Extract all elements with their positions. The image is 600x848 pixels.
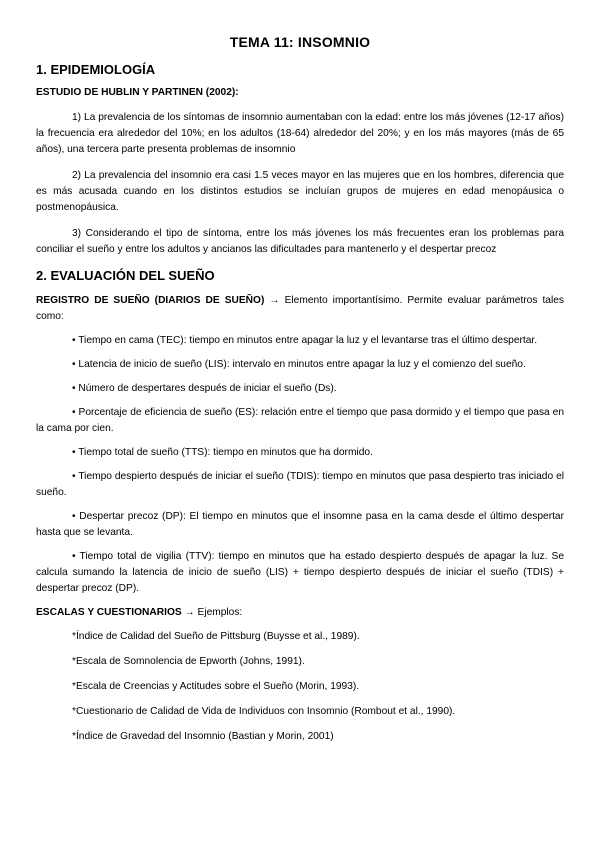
sleep-parameter-bullet: • Despertar precoz (DP): El tiempo en minutos que el insomne pasa en la cama desde el último despertar hasta que se levanta.: [36, 511, 564, 538]
registro-text: → Elemento importantísimo. Permite evaluar parámetros tales como:: [36, 295, 564, 322]
scale-list-item: *Escala de Creencias y Actitudes sobre el Sueño (Morin, 1993).: [72, 681, 360, 692]
sleep-parameter-bullet: • Latencia de inicio de sueño (LIS): intervalo en minutos entre apagar la luz y el comienzo del sueño.: [72, 359, 526, 370]
sleep-parameter-bullet: • Tiempo total de vigilia (TTV): tiempo en minutos que ha estado despierto después de apagar la luz. Se calcula sumando la latencia de inicio de sueño (LIS) + tiempo despierto después de iniciar el sueño (TDIS) + despertar precoz (DP).: [36, 551, 564, 594]
scale-list-item: *Índice de Gravedad del Insomnio (Bastian y Morin, 2001): [72, 731, 334, 742]
escalas-paragraph: [36, 605, 564, 621]
scale-list-item: *Escala de Somnolencia de Epworth (Johns, 1991).: [72, 656, 305, 667]
document-title: TEMA 11: INSOMNIO: [229, 34, 371, 50]
sleep-parameter-bullet: • Porcentaje de eficiencia de sueño (ES): relación entre el tiempo que pasa dormido y el tiempo que pasa en la cama por cien.: [36, 407, 564, 434]
section-heading-epidemiologia: 1. EPIDEMIOLOGÍA: [36, 62, 156, 77]
study-subheading: ESTUDIO DE HUBLIN Y PARTINEN (2002):: [36, 87, 239, 98]
registro-paragraph: [36, 293, 564, 325]
epidemiology-paragraph-1: 1) La prevalencia de los síntomas de insomnio aumentaban con la edad: entre los más jóvenes (12-17 años) la frecuencia era alrededor del 10%; en los adultos (18-64) alrededor del 20%; y en los más mayores (más de 65 años), una tercera parte presenta problemas de insomnio: [36, 112, 564, 155]
epidemiology-paragraph-3: 3) Considerando el tipo de síntoma, entre los más jóvenes los más frecuentes eran los problemas para conciliar el sueño y entre los adultos y ancianos las dificultades para mantenerlo y el despertar precoz: [36, 228, 564, 255]
document-page: [36, 34, 564, 754]
scale-list-item: *Índice de Calidad del Sueño de Pittsburg (Buysse et al., 1989).: [72, 631, 360, 642]
registro-label: REGISTRO DE SUEÑO (DIARIOS DE SUEÑO): [36, 295, 265, 306]
sleep-parameter-bullet: • Tiempo en cama (TEC): tiempo en minutos entre apagar la luz y el levantarse tras el último despertar.: [72, 335, 538, 346]
epidemiology-paragraph-2: 2) La prevalencia del insomnio era casi 1.5 veces mayor en las mujeres que en los hombres, diferencia que es más acusada cuando en los distintos estudios se incluían grupos de mujeres en edad menopáusica o postmenopáusica.: [36, 170, 564, 213]
scale-list-item: *Cuestionario de Calidad de Vida de Individuos con Insomnio (Rombout et al., 1990).: [72, 706, 456, 717]
sleep-parameter-bullet: • Número de despertares después de iniciar el sueño (Ds).: [72, 383, 337, 394]
section-heading-evaluacion: 2. EVALUACIÓN DEL SUEÑO: [36, 268, 215, 283]
sleep-parameter-bullet: • Tiempo total de sueño (TTS): tiempo en minutos que ha dormido.: [72, 447, 373, 458]
sleep-parameter-bullet: • Tiempo despierto después de iniciar el sueño (TDIS): tiempo en minutos que pasa despierto tras iniciado el sueño.: [36, 471, 564, 498]
escalas-text: → Ejemplos:: [181, 607, 243, 618]
escalas-label: ESCALAS Y CUESTIONARIOS: [36, 607, 182, 618]
